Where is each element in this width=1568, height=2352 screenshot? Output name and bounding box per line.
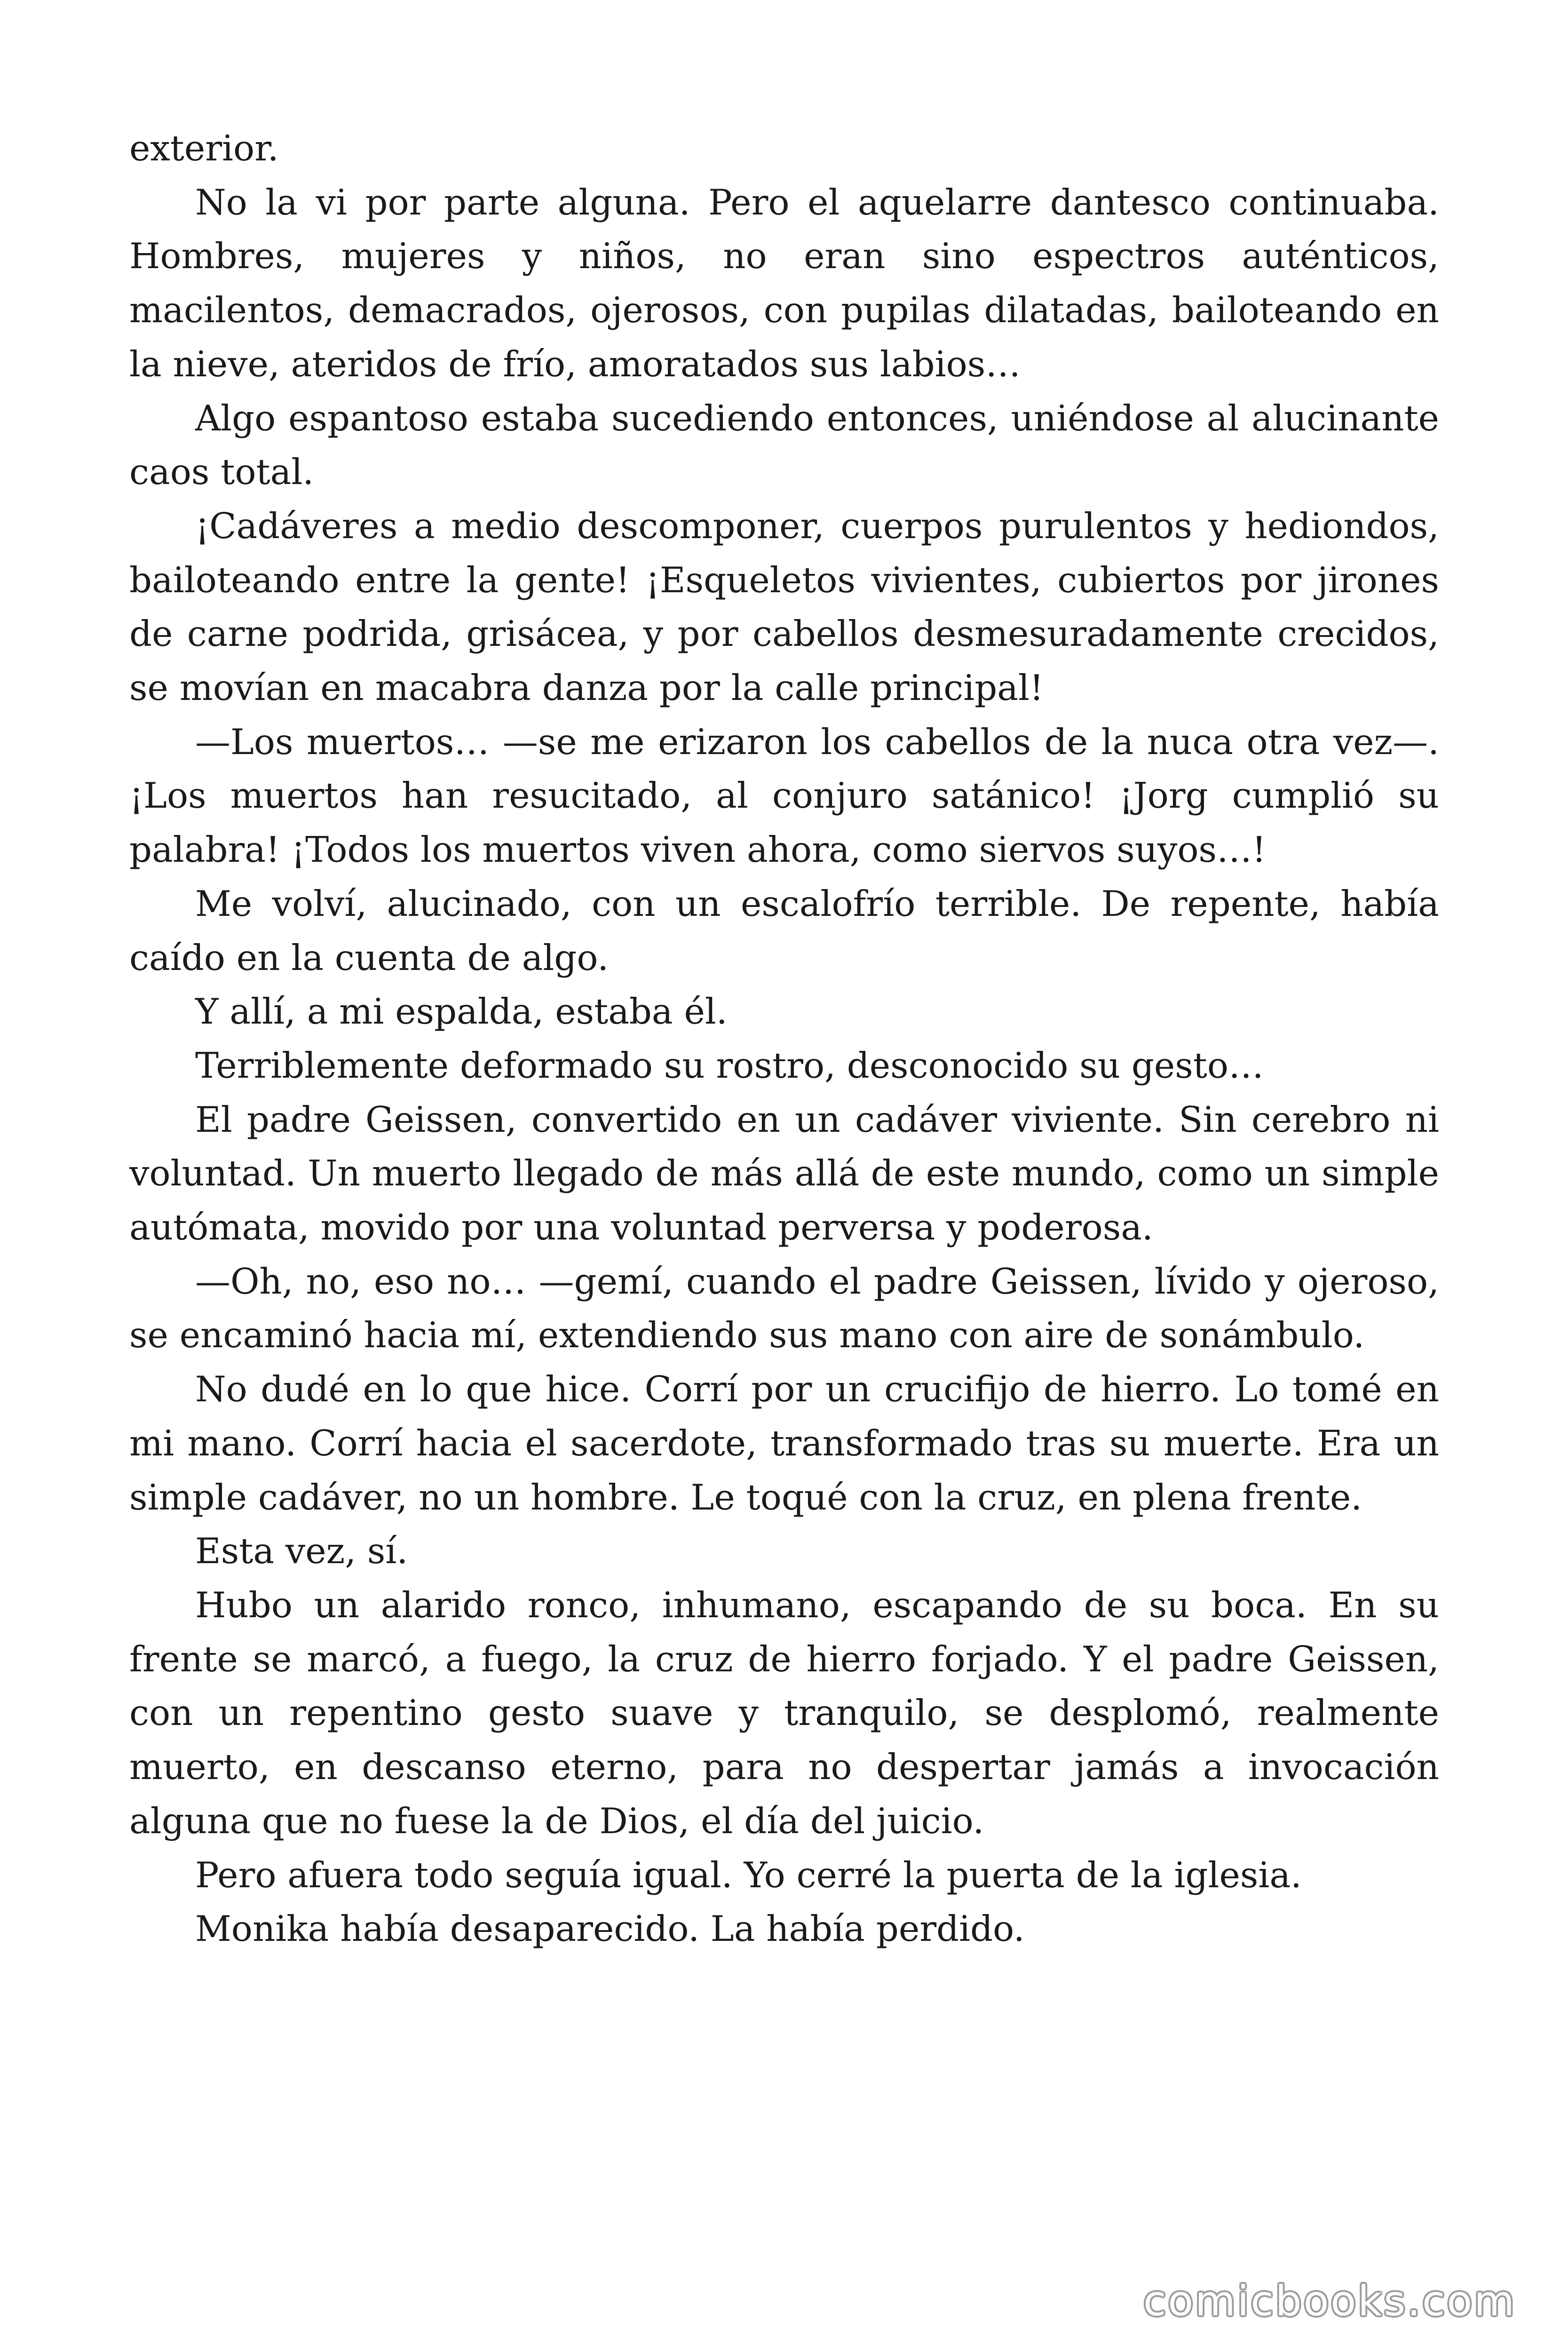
paragraph: No la vi por parte alguna. Pero el aquelarre dantesco continuaba. Hombres, mujeres y niños, no eran sino espectros auténticos, macilentos, demacrados, ojerosos, con pupilas dilatadas, bailoteando en la nieve, ateridos de frío, amoratados sus labios… — [129, 181, 1439, 385]
paragraph: Algo espantoso estaba sucediendo entonces, uniéndose al alucinante caos total. — [129, 397, 1439, 493]
paragraph: Esta vez, sí. — [195, 1530, 408, 1572]
paragraph: El padre Geissen, convertido en un cadáver viviente. Sin cerebro ni voluntad. Un muerto llegado de más allá de este mundo, como un simple autómata, movido por una voluntad perversa y poderosa. — [129, 1098, 1439, 1248]
paragraph: Terriblemente deformado su rostro, desconocido su gesto… — [195, 1044, 1264, 1086]
page-body — [129, 121, 1439, 1956]
paragraph: —Los muertos… —se me erizaron los cabellos de la nuca otra vez—. ¡Los muertos han resucitado, al conjuro satánico! ¡Jorg cumplió su palabra! ¡Todos los muertos viven ahora, como siervos suyos…! — [129, 721, 1439, 871]
paragraph: Monika había desaparecido. La había perdido. — [195, 1908, 1025, 1950]
paragraph: exterior. — [129, 127, 279, 169]
paragraph: Pero afuera todo seguía igual. Yo cerré la puerta de la iglesia. — [195, 1854, 1302, 1896]
paragraph: —Oh, no, eso no… —gemí, cuando el padre Geissen, lívido y ojeroso, se encaminó hacia mí, extendiendo sus mano con aire de sonámbulo. — [129, 1260, 1439, 1356]
paragraph: ¡Cadáveres a medio descomponer, cuerpos purulentos y hediondos, bailoteando entre la gente! ¡Esqueletos vivientes, cubiertos por jirones de carne podrida, grisácea, y por cabellos desmesuradamente crecidos, se movían en macabra danza por la calle principal! — [129, 505, 1439, 709]
paragraph: No dudé en lo que hice. Corrí por un crucifijo de hierro. Lo tomé en mi mano. Corrí hacia el sacerdote, transformado tras su muerte. Era un simple cadáver, no un hombre. Le toqué con la cruz, en plena frente. — [129, 1368, 1439, 1518]
paragraph: Hubo un alarido ronco, inhumano, escapando de su boca. En su frente se marcó, a fuego, la cruz de hierro forjado. Y el padre Geissen, con un repentino gesto suave y tranquilo, se desplomó, realmente muerto, en descanso eterno, para no despertar jamás a invocación alguna que no fuese la de Dios, el día del juicio. — [129, 1584, 1439, 1842]
paragraph: Y allí, a mi espalda, estaba él. — [195, 991, 728, 1033]
paragraph: Me volví, alucinado, con un escalofrío terrible. De repente, había caído en la cuenta de algo. — [129, 882, 1439, 978]
watermark: comicbooks.com — [1143, 2277, 1516, 2325]
